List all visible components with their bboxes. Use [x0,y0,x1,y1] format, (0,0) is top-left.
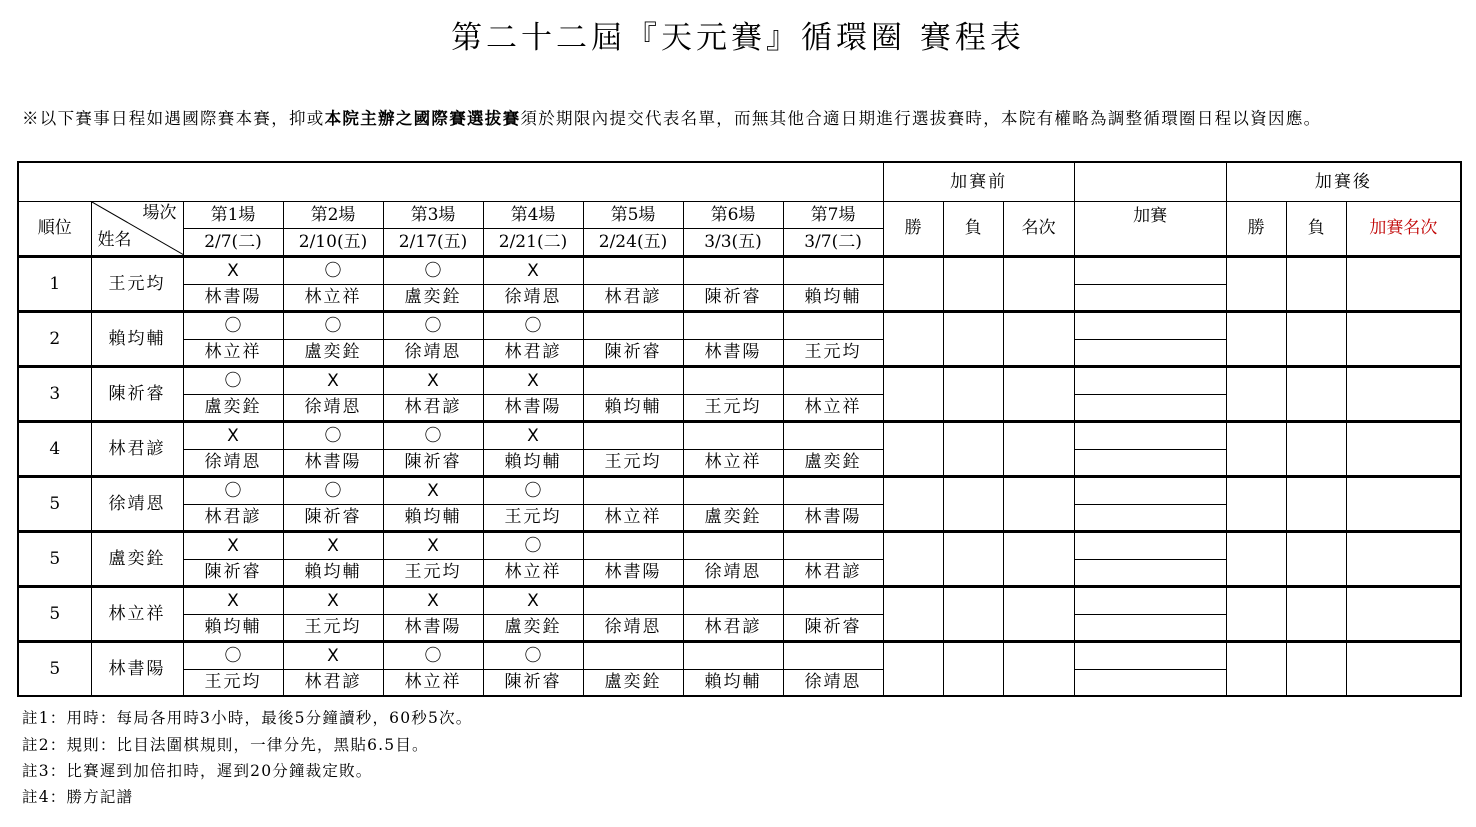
result-mark [683,477,783,505]
post-place-cell [1346,587,1461,642]
playoff-cell-1 [1074,312,1226,340]
result-mark: 〇 [183,477,283,505]
opponent-name: 徐靖恩 [783,670,883,697]
result-mark: X [483,257,583,285]
round-name-header [91,202,183,257]
result-mark: X [383,477,483,505]
round-2-date: 2/10(五) [283,229,383,257]
opponent-name: 徐靖恩 [283,395,383,422]
schedule-body [18,257,1461,697]
win-cell [883,367,943,422]
result-mark [683,422,783,450]
round-6-label: 第6場 [683,202,783,229]
notice-part2: 須於期限內提交代表名單，而無其他合適日期進行選拔賽時，本院有權略為調整循環圈日程以資因應。 [520,109,1322,128]
opponent-name: 賴均輔 [183,615,283,642]
result-mark [583,477,683,505]
place-cell [1003,367,1074,422]
notice-part1: ※以下賽事日程如遇國際賽本賽，抑或 [22,109,325,128]
post-win-cell [1226,642,1286,697]
win-cell [883,477,943,532]
post-loss-cell [1286,642,1346,697]
rank-cell: 5 [18,642,91,697]
player-name: 林君諺 [91,422,183,477]
opponent-name: 賴均輔 [483,450,583,477]
round-5-date: 2/24(五) [583,229,683,257]
place-cell [1003,422,1074,477]
opponent-name: 陳祈睿 [783,615,883,642]
rank-cell: 5 [18,532,91,587]
opponent-name: 林書陽 [583,560,683,587]
result-mark: 〇 [483,642,583,670]
rank-cell: 3 [18,367,91,422]
page-title: 第二十二屆『天元賽』循環圈 賽程表 [451,20,1025,56]
pre-playoff-header: 加賽前 [883,162,1074,202]
name-label: 姓名 [97,230,132,250]
result-mark: 〇 [383,642,483,670]
win-cell [883,532,943,587]
loss-cell [943,312,1003,367]
place-cell [1003,257,1074,312]
place-cell [1003,532,1074,587]
post-win-cell [1226,312,1286,367]
result-mark [583,587,683,615]
opponent-name: 盧奕銓 [683,505,783,532]
result-mark: X [483,587,583,615]
post-place-cell [1346,257,1461,312]
opponent-name: 賴均輔 [383,505,483,532]
opponent-name: 徐靖恩 [383,340,483,367]
result-mark: 〇 [483,312,583,340]
opponent-name: 林書陽 [183,285,283,312]
opponent-name: 林立祥 [483,560,583,587]
loss-cell [943,477,1003,532]
win-header: 勝 [883,202,943,257]
round-6-date: 3/3(五) [683,229,783,257]
result-mark [583,422,683,450]
opponent-name: 徐靖恩 [183,450,283,477]
opponent-name: 盧奕銓 [483,615,583,642]
post-win-cell [1226,367,1286,422]
opponent-name: 林立祥 [783,395,883,422]
player-name: 林立祥 [91,587,183,642]
player-name: 賴均輔 [91,312,183,367]
player-row [18,642,1461,670]
player-name: 陳祈睿 [91,367,183,422]
loss-cell [943,587,1003,642]
round-1-date: 2/7(二) [183,229,283,257]
result-mark [683,587,783,615]
round-3-label: 第3場 [383,202,483,229]
result-mark: X [283,367,383,395]
opponent-name: 林書陽 [683,340,783,367]
opponent-name: 徐靖恩 [583,615,683,642]
loss-header: 負 [943,202,1003,257]
round-4-date: 2/21(二) [483,229,583,257]
post-place-cell [1346,422,1461,477]
result-mark [583,312,683,340]
opponent-name: 林立祥 [283,285,383,312]
opponent-name: 賴均輔 [583,395,683,422]
result-mark: X [383,587,483,615]
opponent-name: 賴均輔 [283,560,383,587]
opponent-name: 陳祈睿 [283,505,383,532]
playoff-header: 加賽 [1074,202,1226,257]
playoff-cell-1 [1074,477,1226,505]
post-place-cell [1346,642,1461,697]
opponent-name: 林立祥 [683,450,783,477]
result-mark: X [383,532,483,560]
playoff-cell-1 [1074,587,1226,615]
result-mark: X [283,587,383,615]
schedule-table [17,161,1462,697]
result-mark: X [183,257,283,285]
opponent-name: 王元均 [783,340,883,367]
player-row [18,532,1461,560]
result-mark [583,532,683,560]
place-cell [1003,587,1074,642]
playoff-cell-2 [1074,560,1226,587]
post-place-cell [1346,312,1461,367]
result-mark: 〇 [283,477,383,505]
place-cell [1003,477,1074,532]
opponent-name: 陳祈睿 [583,340,683,367]
result-mark [783,477,883,505]
loss-cell [943,367,1003,422]
note-2: 註2：規則：比目法圍棋規則，一律分先，黑貼6.5目。 [22,736,429,754]
win-cell [883,422,943,477]
post-loss-cell [1286,312,1346,367]
result-mark: 〇 [283,422,383,450]
opponent-name: 賴均輔 [783,285,883,312]
result-mark: 〇 [483,532,583,560]
rank-cell: 4 [18,422,91,477]
notice-bold: 本院主辦之國際賽選拔賽 [324,109,521,128]
opponent-name: 林立祥 [383,670,483,697]
result-mark [783,532,883,560]
post-loss-header: 負 [1286,202,1346,257]
result-mark [683,367,783,395]
playoff-cell-1 [1074,532,1226,560]
post-place-cell [1346,367,1461,422]
opponent-name: 陳祈睿 [483,670,583,697]
post-playoff-header: 加賽後 [1226,162,1461,202]
playoff-cell-1 [1074,422,1226,450]
round-4-label: 第4場 [483,202,583,229]
opponent-name: 林書陽 [483,395,583,422]
opponent-name: 林立祥 [183,340,283,367]
result-mark [783,587,883,615]
opponent-name: 林君諺 [483,340,583,367]
player-name: 林書陽 [91,642,183,697]
post-place-cell [1346,532,1461,587]
result-mark: 〇 [183,312,283,340]
place-cell [1003,642,1074,697]
win-cell [883,257,943,312]
result-mark: X [483,422,583,450]
result-mark: 〇 [483,477,583,505]
loss-cell [943,422,1003,477]
post-loss-cell [1286,587,1346,642]
result-mark [583,367,683,395]
player-name: 徐靖恩 [91,477,183,532]
opponent-name: 林君諺 [183,505,283,532]
win-cell [883,642,943,697]
result-mark [783,642,883,670]
player-row [18,367,1461,395]
playoff-cell-2 [1074,615,1226,642]
opponent-name: 王元均 [383,560,483,587]
playoff-cell-1 [1074,257,1226,285]
result-mark [783,422,883,450]
opponent-name: 王元均 [583,450,683,477]
post-win-cell [1226,422,1286,477]
rank-cell: 5 [18,477,91,532]
player-name: 盧奕銓 [91,532,183,587]
post-loss-cell [1286,422,1346,477]
result-mark [783,312,883,340]
result-mark: 〇 [383,422,483,450]
opponent-name: 陳祈睿 [383,450,483,477]
round-2-label: 第2場 [283,202,383,229]
playoff-cell-1 [1074,642,1226,670]
opponent-name: 陳祈睿 [683,285,783,312]
post-loss-cell [1286,532,1346,587]
result-mark: X [183,422,283,450]
result-mark: 〇 [183,642,283,670]
note-4: 註4：勝方記譜 [22,788,134,806]
player-row [18,477,1461,505]
loss-cell [943,532,1003,587]
round-7-date: 3/7(二) [783,229,883,257]
post-win-cell [1226,477,1286,532]
result-mark: X [183,587,283,615]
opponent-name: 林書陽 [783,505,883,532]
player-row [18,422,1461,450]
opponent-name: 徐靖恩 [483,285,583,312]
playoff-cell-2 [1074,395,1226,422]
post-win-cell [1226,532,1286,587]
playoff-cell-2 [1074,670,1226,697]
result-mark [683,312,783,340]
opponent-name: 王元均 [283,615,383,642]
opponent-name: 徐靖恩 [683,560,783,587]
post-loss-cell [1286,477,1346,532]
result-mark [583,642,683,670]
opponent-name: 林書陽 [383,615,483,642]
post-win-header: 勝 [1226,202,1286,257]
place-cell [1003,312,1074,367]
opponent-name: 盧奕銓 [383,285,483,312]
opponent-name: 林書陽 [283,450,383,477]
result-mark: 〇 [383,257,483,285]
opponent-name: 林君諺 [583,285,683,312]
result-mark [583,257,683,285]
opponent-name: 林君諺 [783,560,883,587]
opponent-name: 盧奕銓 [783,450,883,477]
post-loss-cell [1286,367,1346,422]
player-row [18,312,1461,340]
round-5-label: 第5場 [583,202,683,229]
opponent-name: 陳祈睿 [183,560,283,587]
post-win-cell [1226,257,1286,312]
loss-cell [943,642,1003,697]
opponent-name: 林立祥 [583,505,683,532]
post-place-cell [1346,477,1461,532]
post-win-cell [1226,587,1286,642]
result-mark: X [283,642,383,670]
note-3: 註3：比賽遲到加倍扣時，遲到20分鐘裁定敗。 [22,762,373,780]
opponent-name: 王元均 [183,670,283,697]
round-7-label: 第7場 [783,202,883,229]
round-label: 場次 [142,203,177,223]
opponent-name: 林君諺 [283,670,383,697]
opponent-name: 盧奕銓 [183,395,283,422]
rank-cell: 2 [18,312,91,367]
result-mark: X [383,367,483,395]
round-3-date: 2/17(五) [383,229,483,257]
post-loss-cell [1286,257,1346,312]
result-mark: 〇 [283,312,383,340]
result-mark [783,367,883,395]
playoff-cell-1 [1074,367,1226,395]
loss-cell [943,257,1003,312]
playoff-cell-2 [1074,450,1226,477]
win-cell [883,587,943,642]
playoff-cell-2 [1074,285,1226,312]
rank-header: 順位 [18,202,91,257]
player-name: 王元均 [91,257,183,312]
opponent-name: 王元均 [483,505,583,532]
playoff-cell-2 [1074,340,1226,367]
result-mark [683,257,783,285]
opponent-name: 林君諺 [683,615,783,642]
player-row [18,587,1461,615]
rank-cell: 1 [18,257,91,312]
rank-cell: 5 [18,587,91,642]
header-blank [18,162,883,202]
post-place-header: 加賽名次 [1346,202,1461,257]
round-1-label: 第1場 [183,202,283,229]
result-mark [683,532,783,560]
place-header: 名次 [1003,202,1074,257]
opponent-name: 林君諺 [383,395,483,422]
result-mark: 〇 [383,312,483,340]
result-mark: 〇 [283,257,383,285]
result-mark: X [483,367,583,395]
playoff-cell-2 [1074,505,1226,532]
opponent-name: 盧奕銓 [283,340,383,367]
result-mark [783,257,883,285]
notice-text [22,106,1462,132]
note-1: 註1：用時：每局各用時3小時，最後5分鐘讀秒，60秒5次。 [22,709,473,727]
opponent-name: 賴均輔 [683,670,783,697]
win-cell [883,312,943,367]
opponent-name: 盧奕銓 [583,670,683,697]
result-mark [683,642,783,670]
player-row [18,257,1461,285]
result-mark: X [183,532,283,560]
opponent-name: 王元均 [683,395,783,422]
playoff-blank [1074,162,1226,202]
result-mark: X [283,532,383,560]
result-mark: 〇 [183,367,283,395]
